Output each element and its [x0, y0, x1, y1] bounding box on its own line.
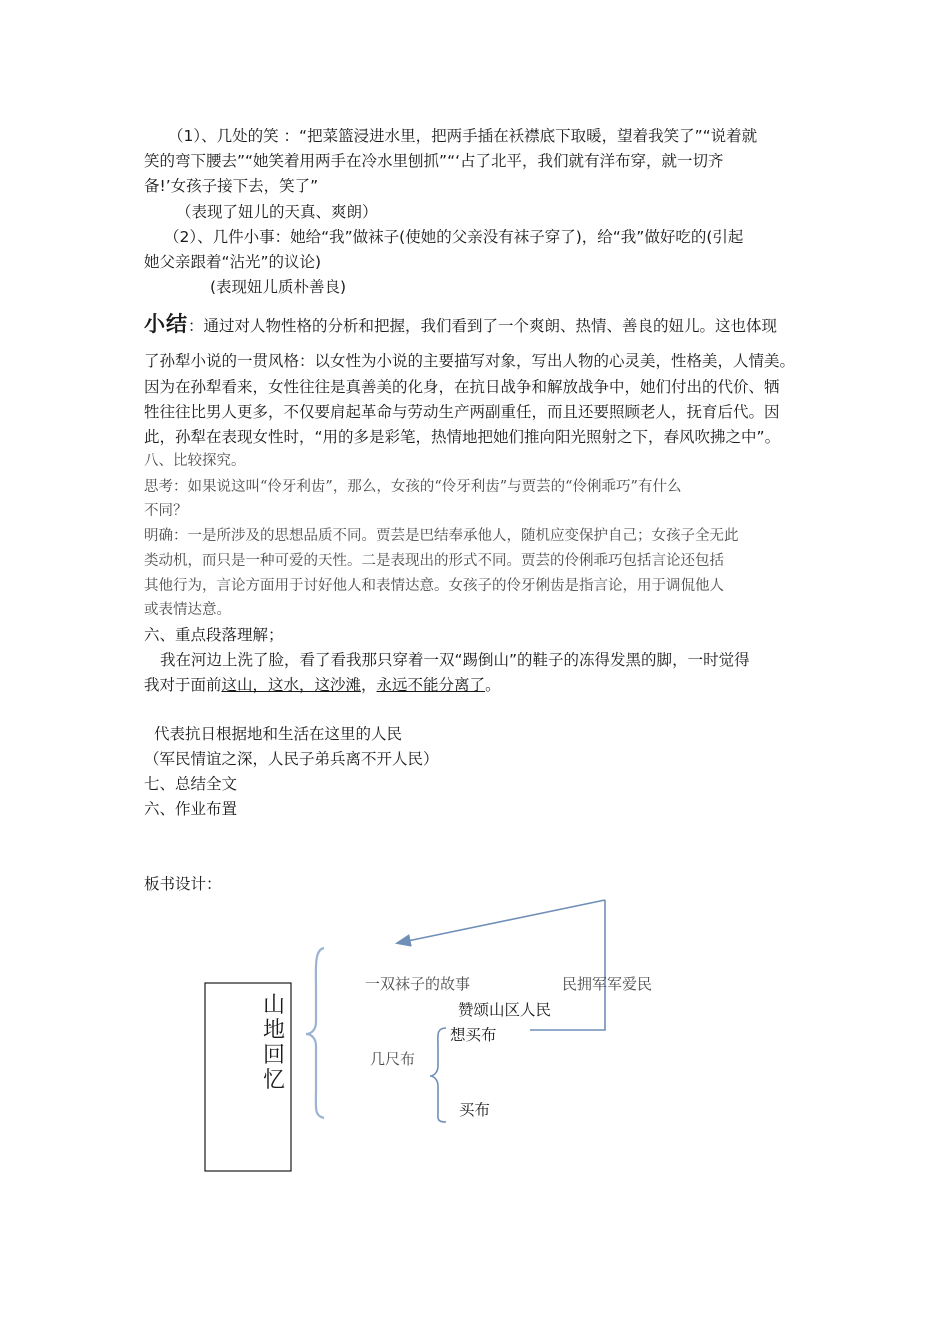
- summary-line-2: 了孙犁小说的一贯风格：以女性为小说的主要描写对象，写出人物的心灵美，性格美，人情美。: [144, 352, 796, 370]
- board-title-char-1: 山: [262, 993, 285, 1018]
- laughs-line-3: 备!’女孩子接下去，笑了”: [144, 177, 319, 195]
- summary-line-5: 此，孙犁在表现女性时，“用的多是彩笔，热情地把她们推向阳光照射之下，春风吹拂之中”。: [144, 428, 781, 446]
- board-want-buy: 想买布: [450, 1026, 497, 1044]
- laughs-line-1: （1）、几处的笑 ：“把菜篮浸进水里，把两手插在袄襟底下取暖，望着我笑了”“说着就: [168, 127, 758, 145]
- key-paragraph-heading: 六、重点段落理解；: [144, 626, 284, 644]
- board-title-char-4: 忆: [262, 1068, 285, 1093]
- board-title-char-3: 回: [262, 1043, 285, 1068]
- deeds-line-2: 她父亲跟着“沾光”的议论): [144, 253, 322, 271]
- board-title-char-2: 地: [262, 1018, 285, 1043]
- compare-question-2: 不同？: [144, 503, 188, 519]
- compare-answer-3: 其他行为，言论方面用于讨好他人和表情达意。女孩子的伶牙俐齿是指言论，用于调侃他人: [144, 578, 724, 594]
- board-buy: 买布: [459, 1101, 491, 1119]
- summary-heading: 小结: [144, 312, 188, 336]
- compare-question-1: 思考：如果说这叫“伶牙利齿”，那么，女孩的“伶牙利齿”与贾芸的“伶俐乖巧”有什么: [144, 479, 682, 495]
- summary-line-3: 因为在孙犁看来，女性往往是真善美的化身，在抗日战争和解放战争中，她们付出的代价、牺: [144, 378, 780, 396]
- board-story-2: 几尺布: [370, 1050, 416, 1068]
- board-story-1: 一双袜子的故事: [365, 975, 471, 993]
- key-paragraph-line-2: [144, 673, 812, 698]
- board-praise: 赞颂山区人民: [458, 1001, 552, 1019]
- key-note: （军民情谊之深，人民子弟兵离不开人民）: [144, 750, 439, 768]
- laughs-line-2: 笑的弯下腰去”“她笑着用两手在冷水里刨抓”“‘占了北平，我们就有洋布穿，就一切齐: [144, 152, 724, 170]
- key-line2-end: 。: [485, 676, 501, 694]
- key-line2-pre: 我对于面前: [144, 676, 222, 694]
- deeds-line-1: （2）、几件小事：她给“我”做袜子(使她的父亲没有袜子穿了)，给“我”做好吃的(引起: [164, 228, 744, 246]
- board-relation: 民拥军军爱民: [562, 975, 653, 993]
- key-meaning: 代表抗日根据地和生活在这里的人民: [154, 725, 403, 743]
- large-brace: [306, 948, 324, 1118]
- section-seven: 七、总结全文: [144, 775, 238, 793]
- section-homework: 六、作业布置: [144, 800, 238, 818]
- compare-answer-1: 明确：一是所涉及的思想品质不同。贾芸是巴结奉承他人，随机应变保护自己；女孩子全无此: [144, 528, 739, 544]
- arrow-line: [398, 900, 605, 943]
- key-line2-mid: ，: [361, 676, 377, 694]
- small-brace: [430, 1028, 446, 1122]
- compare-answer-4: 或表情达意。: [144, 602, 231, 618]
- summary-colon: ：: [188, 317, 204, 335]
- board-title: [262, 993, 286, 1093]
- key-line2-underline-1: 这山，这水，这沙滩: [221, 676, 362, 694]
- summary-line-4: 牲往往比男人更多，不仅要肩起革命与劳动生产两副重任，而且还要照顾老人，抚育后代。因: [144, 403, 780, 421]
- deeds-note: (表现妞儿质朴善良): [210, 278, 347, 296]
- key-line2-underline-2: 永远不能分离了: [376, 676, 486, 694]
- laughs-note: （表现了妞儿的天真、爽朗）: [176, 203, 378, 221]
- key-paragraph-line-1: 我在河边上洗了脸，看了看我那只穿着一双“踢倒山”的鞋子的冻得发黑的脚，一时觉得: [160, 651, 750, 669]
- compare-heading: 八、比较探究。: [144, 453, 246, 469]
- summary-first-line: [144, 312, 812, 339]
- board-label: 板书设计：: [144, 875, 222, 893]
- summary-line-1: 通过对人物性格的分析和把握，我们看到了一个爽朗、热情、善良的妞儿。这也体现: [203, 317, 778, 335]
- compare-answer-2: 类动机，而只是一种可爱的天性。二是表现出的形式不同。贾芸的伶俐乖巧包括言论还包括: [144, 553, 724, 569]
